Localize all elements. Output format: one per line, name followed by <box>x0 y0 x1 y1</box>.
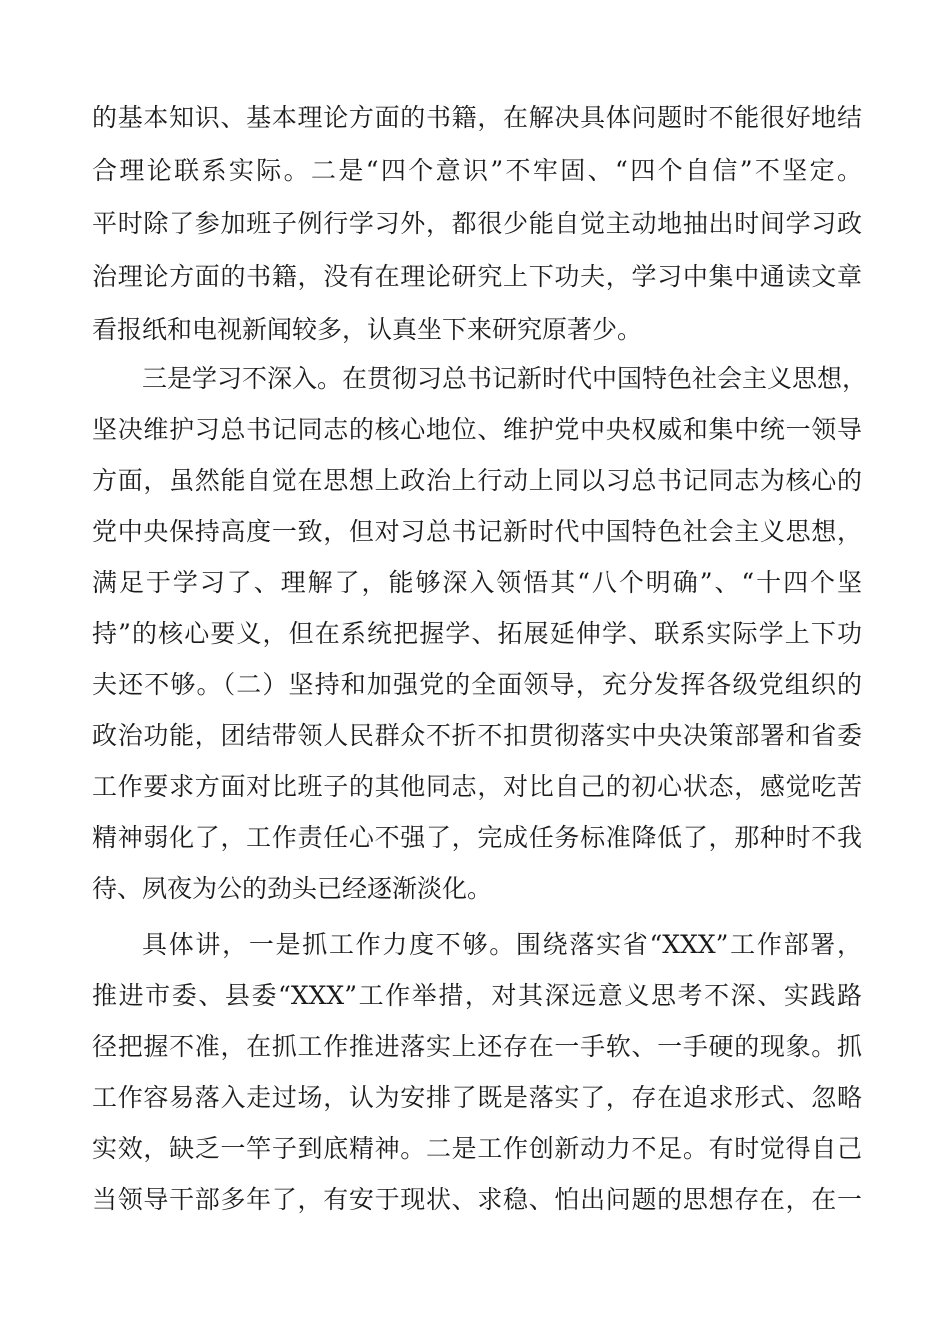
text-line: 方面，虽然能自觉在思想上政治上行动上同以习总书记同志为核心的 <box>92 466 862 495</box>
text-line: 具体讲，一是抓工作力度不够。围绕落实省“XXX”工作部署， <box>142 930 862 959</box>
text-line: 当领导干部多年了，有安于现状、求稳、怕出问题的思想存在，在一 <box>92 1185 862 1214</box>
text-line: 工作容易落入走过场，认为安排了既是落实了，存在追求形式、忽略 <box>92 1083 862 1112</box>
text-line: 夫还不够。（二）坚持和加强党的全面领导，充分发挥各级党组织的 <box>92 670 862 699</box>
text-line: 持”的核心要义，但在系统把握学、拓展延伸学、联系实际学上下功 <box>92 619 862 648</box>
text-line: 待、夙夜为公的劲头已经逐渐淡化。 <box>92 874 493 903</box>
text-line: 工作要求方面对比班子的其他同志，对比自己的初心状态，感觉吃苦 <box>92 772 862 801</box>
text-line: 满足于学习了、理解了，能够深入领悟其“八个明确”、“十四个坚 <box>92 568 862 597</box>
text-line: 政治功能，团结带领人民群众不折不扣贯彻落实中央决策部署和省委 <box>92 721 862 750</box>
text-line: 坚决维护习总书记同志的核心地位、维护党中央权威和集中统一领导 <box>92 415 862 444</box>
text-line: 平时除了参加班子例行学习外，都很少能自觉主动地抽出时间学习政 <box>92 209 862 238</box>
text-line: 治理论方面的书籍，没有在理论研究上下功夫，学习中集中通读文章 <box>92 262 862 291</box>
text-line: 看报纸和电视新闻较多，认真坐下来研究原著少。 <box>92 315 643 344</box>
text-line: 党中央保持高度一致，但对习总书记新时代中国特色社会主义思想， <box>92 517 862 546</box>
text-line: 的基本知识、基本理论方面的书籍，在解决具体问题时不能很好地结 <box>92 103 862 132</box>
text-line: 三是学习不深入。在贯彻习总书记新时代中国特色社会主义思想， <box>142 364 868 393</box>
text-line: 合理论联系实际。二是“四个意识”不牢固、“四个自信”不坚定。 <box>92 156 862 185</box>
text-line: 径把握不准，在抓工作推进落实上还存在一手软、一手硬的现象。抓 <box>92 1032 862 1061</box>
text-line: 精神弱化了，工作责任心不强了，完成任务标准降低了，那种时不我 <box>92 823 862 852</box>
text-line: 推进市委、县委“XXX”工作举措，对其深远意义思考不深、实践路 <box>92 981 862 1010</box>
text-line: 实效，缺乏一竿子到底精神。二是工作创新动力不足。有时觉得自己 <box>92 1134 862 1163</box>
